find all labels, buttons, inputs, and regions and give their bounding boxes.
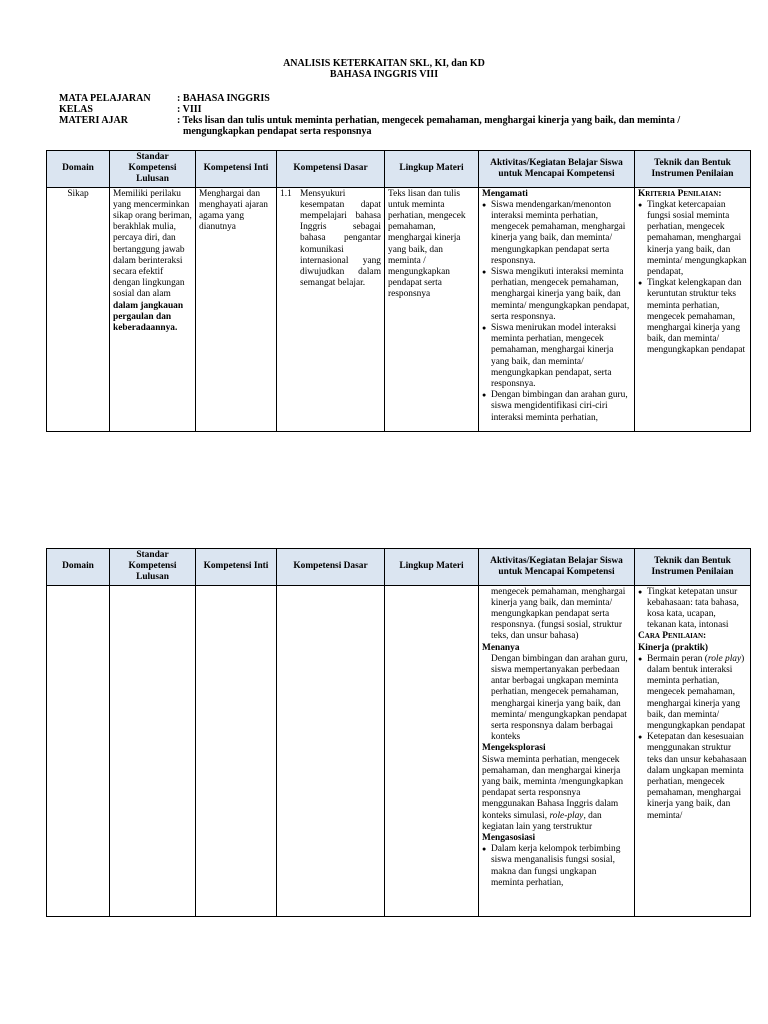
header-ki: Kompetensi Inti [196, 549, 277, 586]
aktivitas-cell [479, 187, 635, 431]
analysis-table-1 [46, 150, 751, 432]
mengamati-heading: Mengamati [482, 188, 528, 199]
header-skl: Standar Kompetensi Lulusan [110, 549, 196, 586]
mengeksplorasi-text: Siswa meminta perhatian, mengecek pemahaman, dan menghargai kinerja yang baik, meminta /mengungkapkan pendapat serta responsnya menggunakan Bahasa Inggris dalam konteks simulasi, role-play, dan kegiatan lain yang terstruktur [482, 754, 624, 832]
header-penilaian: Teknik dan Bentuk Instrumen Penilaian [635, 549, 751, 586]
materi-cell: Teks lisan dan tulis untuk meminta perhatian, mengecek pemahaman, menghargai kinerja yang baik, dan meminta / mengungkapkan pendapat serta responsnya [385, 187, 479, 431]
header-materi: Lingkup Materi [385, 549, 479, 586]
header-materi: Lingkup Materi [385, 151, 479, 188]
class-value: : VIII [177, 104, 202, 115]
materi-cell [385, 585, 479, 916]
list-item: ● Siswa menirukan model interaksi meminta perhatian, mengecek pemahaman, menghargai kinerja yang baik, dan meminta/ mengungkapkan pendapat, serta responsnya. [482, 323, 631, 390]
table-row [47, 187, 751, 431]
kd-cell [277, 187, 385, 431]
title-line-2: BAHASA INGGRIS VIII [329, 69, 439, 80]
mengasosiasi-heading: Mengasosiasi [482, 833, 536, 844]
class-label: KELAS [59, 104, 93, 115]
list-item: ● Siswa mendengarkan/menonton interaksi meminta perhatian, mengecek pemahaman, menghargai kinerja yang baik, dan meminta/ mengungkapkan pendapat serta responsnya. [482, 200, 631, 267]
document-title [0, 58, 768, 80]
kinerja-heading: Kinerja (praktik) [638, 642, 709, 653]
subject-label: MATA PELAJARAN [59, 93, 151, 104]
subject-value: : BAHASA INGGRIS [177, 93, 270, 104]
header-skl: Standar Kompetensi Lulusan [110, 151, 196, 188]
cara-penilaian-heading: Cara Penilaian: [638, 631, 707, 642]
table-header-row [47, 151, 751, 188]
header-kd: Kompetensi Dasar [277, 151, 385, 188]
list-item: ● Siswa mengikuti interaksi meminta perhatian, mengecek pemahaman, menghargai kinerja yang baik, dan meminta/ mengungkapkan pendapat, serta responsnya. [482, 267, 631, 323]
penilaian-cell [635, 187, 751, 431]
material-value-line-2: mengungkapkan pendapat serta responsnya [183, 126, 372, 137]
header-domain: Domain [47, 151, 110, 188]
penilaian-cell [635, 585, 751, 916]
kd-cell [277, 585, 385, 916]
kd-number: 1.1 [280, 188, 292, 199]
list-item: ● Tingkat kelengkapan dan keruntutan struktur teks meminta perhatian, mengecek pemahaman, menghargai kinerja yang baik, dan meminta/ mengungkapkan pendapat [638, 278, 747, 356]
ki-cell [196, 585, 277, 916]
header-aktivitas: Aktivitas/Kegiatan Belajar Siswa untuk Mencapai Kompetensi [479, 151, 635, 188]
title-line-1: ANALISIS KETERKAITAN SKL, KI, dan KD [283, 58, 485, 69]
header-aktivitas: Aktivitas/Kegiatan Belajar Siswa untuk Mencapai Kompetensi [479, 549, 635, 586]
ki-cell: Menghargai dan menghayati ajaran agama yang dianutnya [196, 187, 277, 431]
material-value-line-1: : Teks lisan dan tulis untuk meminta perhatian, mengecek pemahaman, menghargai kinerja yang baik, dan meminta / [177, 115, 681, 126]
aktivitas-cell [479, 585, 635, 916]
list-item: ● Dalam kerja kelompok terbimbing siswa menganalisis fungsi sosial, makna dan fungsi ungkapan meminta perhatian, [482, 844, 631, 889]
list-item: ● Dengan bimbingan dan arahan guru, siswa mengidentifikasi ciri-ciri interaksi meminta perhatian, [482, 390, 631, 424]
domain-cell [47, 585, 110, 916]
aktivitas-continuation: mengecek pemahaman, menghargai kinerja yang baik, dan meminta/ mengungkapkan pendapat serta responsnya. (fungsi sosial, struktur teks, dan unsur bahasa) [491, 586, 626, 642]
kd-text: Mensyukuri kesempatan dapat mempelajari bahasa Inggris sebagai bahasa pengantar komunikasi internasional yang diwujudkan dalam semangat belajar. [300, 188, 381, 289]
header-ki: Kompetensi Inti [196, 151, 277, 188]
header-domain: Domain [47, 549, 110, 586]
analysis-table-2 [46, 548, 751, 917]
domain-cell: Sikap [47, 187, 110, 431]
menanya-heading: Menanya [482, 642, 520, 653]
table-header-row [47, 549, 751, 586]
list-item: ● Bermain peran (role play) dalam bentuk interaksi meminta perhatian, mengecek pemahaman, menghargai kinerja yang baik, dan meminta/ mengungkapkan pendapat [638, 654, 747, 732]
skl-cell: Memiliki perilaku yang mencerminkan sikap orang beriman, berakhlak mulia, percaya diri, dan bertanggung jawab dalam berinteraksi secara efektif dengan lingkungan sosial dan alam dalam jangkauan pergaulan dan keberadaannya. [110, 187, 196, 431]
header-kd: Kompetensi Dasar [277, 549, 385, 586]
menanya-text: Dengan bimbingan dan arahan guru, siswa mempertanyakan perbedaan antar berbagai ungkapan meminta perhatian, mengecek pemahaman, menghargai kinerja yang baik, dan meminta/ mengungkapkan pendapat serta responsnya dalam berbagai konteks [491, 653, 628, 743]
list-item: ● Ketepatan dan kesesuaian menggunakan struktur teks dan unsur kebahasaan dalam ungkapan meminta perhatian, mengecek pemahaman, menghargai kinerja yang baik, dan meminta/ [638, 732, 747, 822]
header-penilaian: Teknik dan Bentuk Instrumen Penilaian [635, 151, 751, 188]
list-item: ● Tingkat ketercapaian fungsi sosial meminta perhatian, mengecek pemahaman, menghargai kinerja yang baik, dan meminta/ mengungkapkan pendapat, [638, 200, 747, 278]
document-meta [59, 93, 739, 137]
list-item: ● Tingkat ketepatan unsur kebahasaan: tata bahasa, kosa kata, ucapan, tekanan kata, intonasi [638, 587, 747, 632]
skl-cell [110, 585, 196, 916]
table-row [47, 585, 751, 916]
mengeksplorasi-heading: Mengeksplorasi [482, 743, 546, 754]
material-label: MATERI AJAR [59, 115, 128, 126]
kriteria-heading: Kriteria Penilaian: [638, 188, 722, 199]
